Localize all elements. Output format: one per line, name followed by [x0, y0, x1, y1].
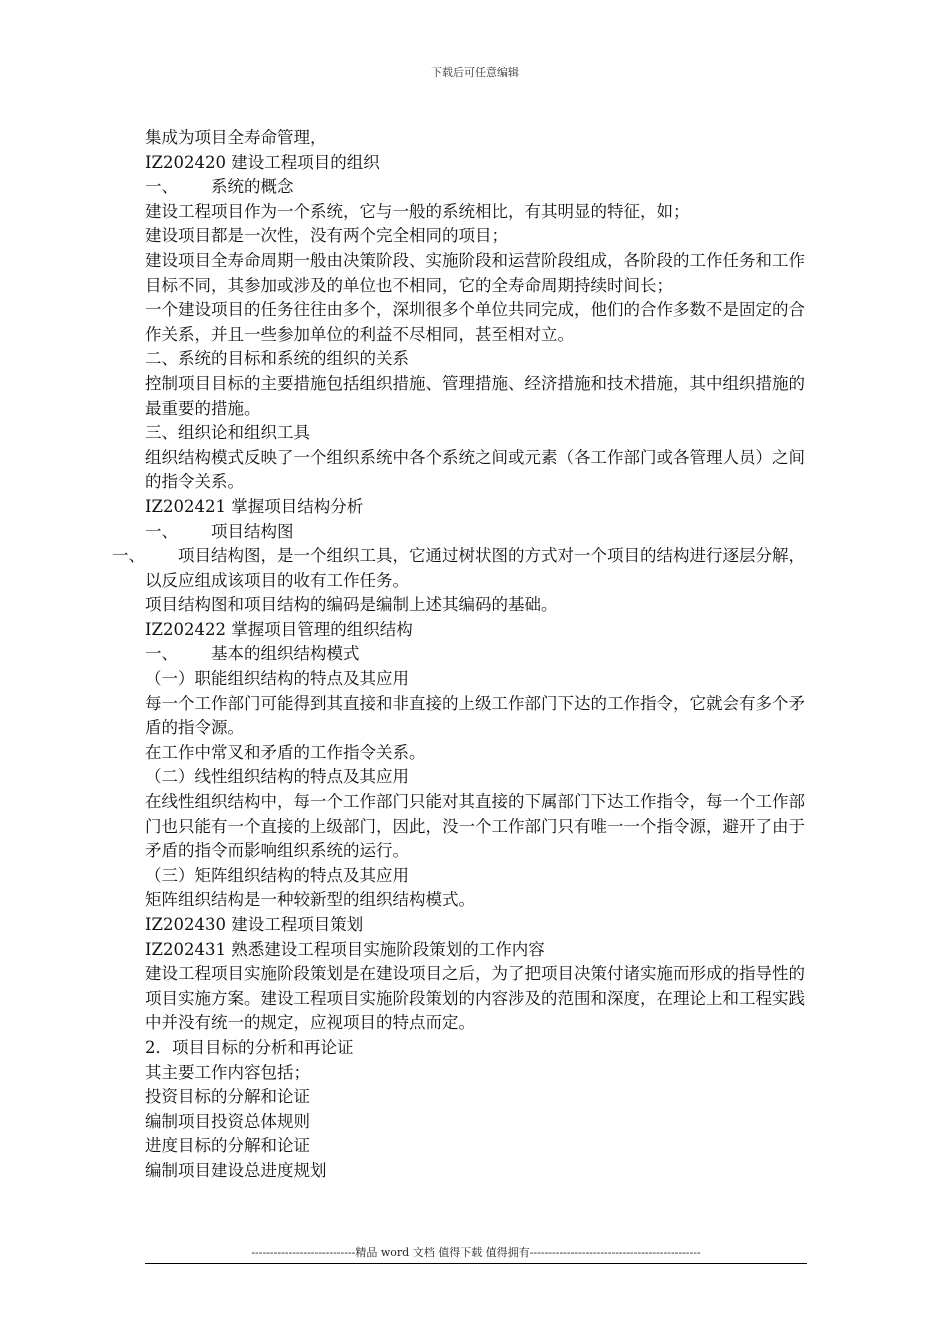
paragraph: 每一个工作部门可能得到其直接和非直接的上级工作部门下达的工作指令，它就会有多个矛盾的指令源。 — [145, 693, 805, 738]
numbered-heading — [145, 175, 810, 200]
paragraph: 建设项目都是一次性，没有两个完全相同的项目； — [145, 226, 508, 246]
page-header: 下载后可任意编辑 — [431, 66, 519, 79]
paragraph: 在线性组织结构中，每一个工作部门只能对其直接的下属部门下达工作指令，每一个工作部门也只能有一个直接的上级部门，因此，没一个工作部门只有唯一一个指令源，避开了由于矛盾的指令而影响组织系统的运行。 — [145, 792, 805, 861]
paragraph: 二、系统的目标和系统的组织的关系 — [145, 349, 409, 369]
list-marker: 一、 — [145, 521, 178, 541]
heading-text: 基本的组织结构模式 — [211, 644, 360, 664]
paragraph: IZ202422 掌握项目管理的组织结构 — [145, 619, 413, 639]
paragraph: 其主要工作内容包括； — [145, 1062, 310, 1082]
paragraph: （二）线性组织结构的特点及其应用 — [145, 767, 409, 787]
paragraph: IZ202431 熟悉建设工程项目实施阶段策划的工作内容 — [145, 939, 545, 959]
paragraph: 矩阵组织结构是一种较新型的组织结构模式。 — [145, 890, 475, 910]
page-footer: ----------------------------精品 word 文档 值得下载 值得拥有---------------------------------------------- — [251, 1246, 701, 1259]
paragraph: IZ202420 建设工程项目的组织 — [145, 152, 380, 172]
numbered-heading — [145, 642, 810, 667]
paragraph: IZ202421 掌握项目结构分析 — [145, 496, 364, 516]
list-marker: 一、 — [145, 177, 178, 197]
paragraph: 项目结构图和项目结构的编码是编制上述其编码的基础。 — [145, 595, 558, 615]
paragraph: 集成为项目全寿命管理， — [145, 128, 327, 147]
list-marker: 一、 — [112, 546, 145, 566]
paragraph: 建设工程项目作为一个系统，它与一般的系统相比，有其明显的特征，如； — [145, 201, 690, 221]
paragraph: （三）矩阵组织结构的特点及其应用 — [145, 865, 409, 885]
paragraph: IZ202430 建设工程项目策划 — [145, 915, 364, 934]
paragraph: 一个建设项目的任务往往由多个，深圳很多个单位共同完成，他们的合作多数不是固定的合作关系，并且一些参加单位的利益不尽相同，甚至相对立。 — [145, 300, 805, 344]
paragraph: 进度目标的分解和论证 — [145, 1136, 310, 1156]
paragraph-text: 项目结构图，是一个组织工具，它通过树状图的方式对一个项目的结构进行逐层分解，以反应组成该项目的收有工作任务。 — [145, 546, 805, 590]
numbered-paragraph — [112, 544, 810, 593]
paragraph: 三、组织论和组织工具 — [145, 423, 310, 443]
heading-text: 系统的概念 — [211, 177, 294, 197]
paragraph: 编制项目投资总体规则 — [145, 1111, 310, 1131]
footer-rule — [145, 1263, 807, 1264]
paragraph: 组织结构模式反映了一个组织系统中各个系统之间或元素（各工作部门或各管理人员）之间的指令关系。 — [145, 447, 805, 492]
numbered-heading — [145, 520, 810, 545]
paragraph: 2．项目目标的分析和再论证 — [145, 1037, 354, 1057]
paragraph: （一）职能组织结构的特点及其应用 — [145, 669, 409, 689]
document-body — [112, 126, 810, 1184]
paragraph: 在工作中常叉和矛盾的工作指令关系。 — [145, 742, 426, 762]
paragraph: 建设工程项目实施阶段策划是在建设项目之后，为了把项目决策付诸实施而形成的指导性的项目实施方案。建设工程项目实施阶段策划的内容涉及的范围和深度，在理论上和工程实践中并没有统一的规定，应视项目的特点而定。 — [145, 964, 805, 1033]
paragraph: 投资目标的分解和论证 — [145, 1087, 310, 1107]
paragraph: 控制项目目标的主要措施包括组织措施、管理措施、经济措施和技术措施，其中组织措施的最重要的措施。 — [145, 373, 805, 418]
paragraph: 建设项目全寿命周期一般由决策阶段、实施阶段和运营阶段组成，各阶段的工作任务和工作目标不同，其参加或涉及的单位也不相同，它的全寿命周期持续时间长； — [145, 250, 805, 295]
heading-text: 项目结构图 — [211, 521, 294, 541]
list-marker: 一、 — [145, 644, 178, 664]
paragraph: 编制项目建设总进度规划 — [145, 1160, 327, 1180]
